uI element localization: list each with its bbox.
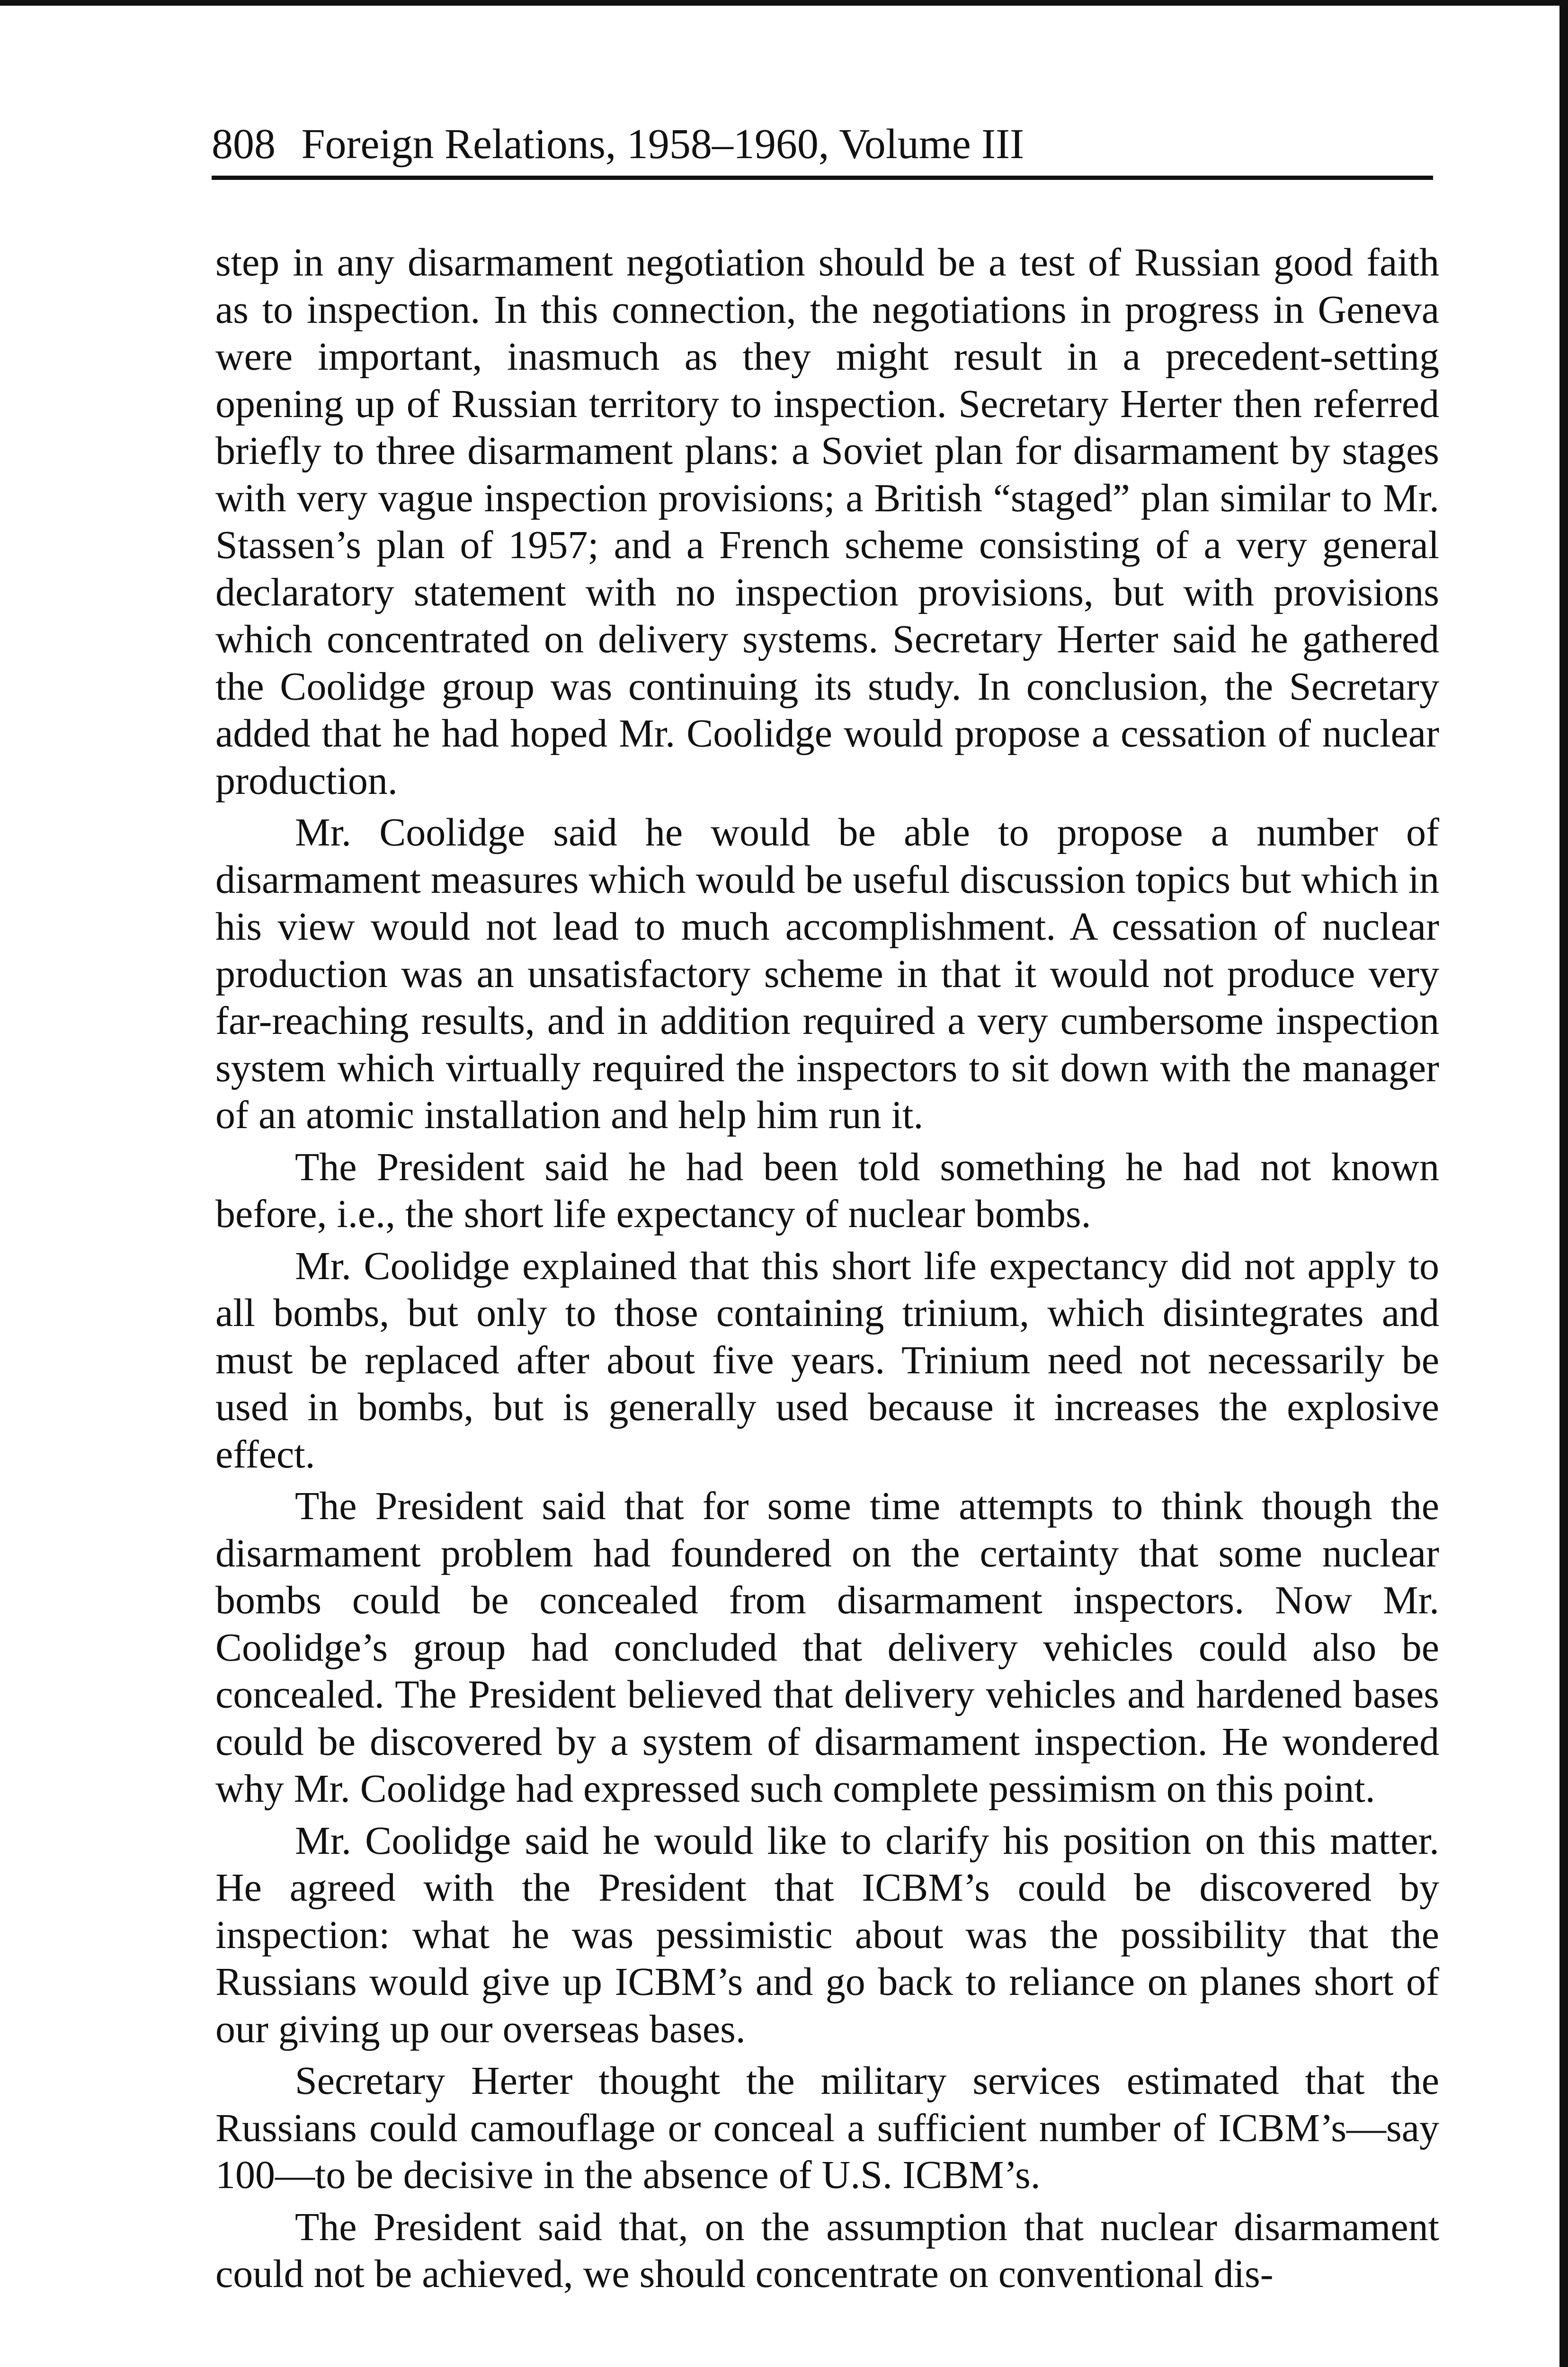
page-number: 808 bbox=[212, 121, 276, 168]
page-header bbox=[212, 123, 1433, 180]
paragraph-8: The President said that, on the assumption that nuclear disarmament could not be achieved, we should concentrate on conventional dis- bbox=[215, 2205, 1439, 2296]
paragraph-2: Mr. Coolidge said he would be able to propose a number of disarmament measures which would be useful discussion topics but which in his view would not lead to much accomplishment. A cessation of nuclear production was an unsatisfactory scheme in that it would not produce very far-reaching results, and in addition required a very cumbersome inspection system which virtually required the inspectors to sit down with the manager of an atomic installation and help him run it. bbox=[215, 810, 1439, 1137]
paragraph-3: The President said he had been told something he had not known before, i.e., the short life expectancy of nuclear bombs. bbox=[215, 1145, 1439, 1236]
paragraph-5: The President said that for some time attempts to think though the disarmament problem had foundered on the certainty that some nuclear bombs could be concealed from disarmament inspectors. Now Mr. Coolidge’s group had concluded that delivery vehicles could also be concealed. The President believed that delivery vehicles and hardened bases could be discovered by a system of disarmament inspection. He wondered why Mr. Coolidge had expressed such complete pessimism on this point. bbox=[215, 1484, 1439, 1811]
right-page-border bbox=[1559, 0, 1568, 2367]
paragraph-4: Mr. Coolidge explained that this short life expectancy did not apply to all bombs, but only to those containing trinium, which disintegrates and must be replaced after about five years. Trinium need not necessarily be used in bombs, but is generally used because it increases the explosive effect. bbox=[215, 1244, 1439, 1477]
top-page-border bbox=[0, 0, 1568, 6]
paragraph-7: Secretary Herter thought the military services estimated that the Russians could camouflage or conceal a sufficient number of ICBM’s—say 100—to be decisive in the absence of U.S. ICBM’s. bbox=[215, 2059, 1439, 2197]
running-head: Foreign Relations, 1958–1960, Volume III bbox=[301, 121, 1025, 168]
paragraph-1: step in any disarmament negotiation should be a test of Russian good faith as to inspection. In this connection, the negotiations in progress in Geneva were important, inasmuch as they might result in a precedent-setting opening up of Russian territory to inspection. Secretary Herter then referred briefly to three disarmament plans: a Soviet plan for disarmament by stages with very vague inspection provisions; a British “staged” plan similar to Mr. Stassen’s plan of 1957; and a French scheme consisting of a very general declaratory statement with no inspection provisions, but with provisions which concentrated on delivery systems. Secretary Herter said he gathered the Coolidge group was continuing its study. In conclusion, the Secretary added that he had hoped Mr. Coolidge would propose a cessation of nuclear production. bbox=[215, 240, 1439, 803]
paragraph-6: Mr. Coolidge said he would like to clarify his position on this matter. He agreed with the President that ICBM’s could be discovered by inspection: what he was pessimistic about was the possibility that the Russians would give up ICBM’s and go back to reliance on planes short of our giving up our overseas bases. bbox=[215, 1818, 1439, 2051]
document-body bbox=[215, 239, 1439, 2298]
